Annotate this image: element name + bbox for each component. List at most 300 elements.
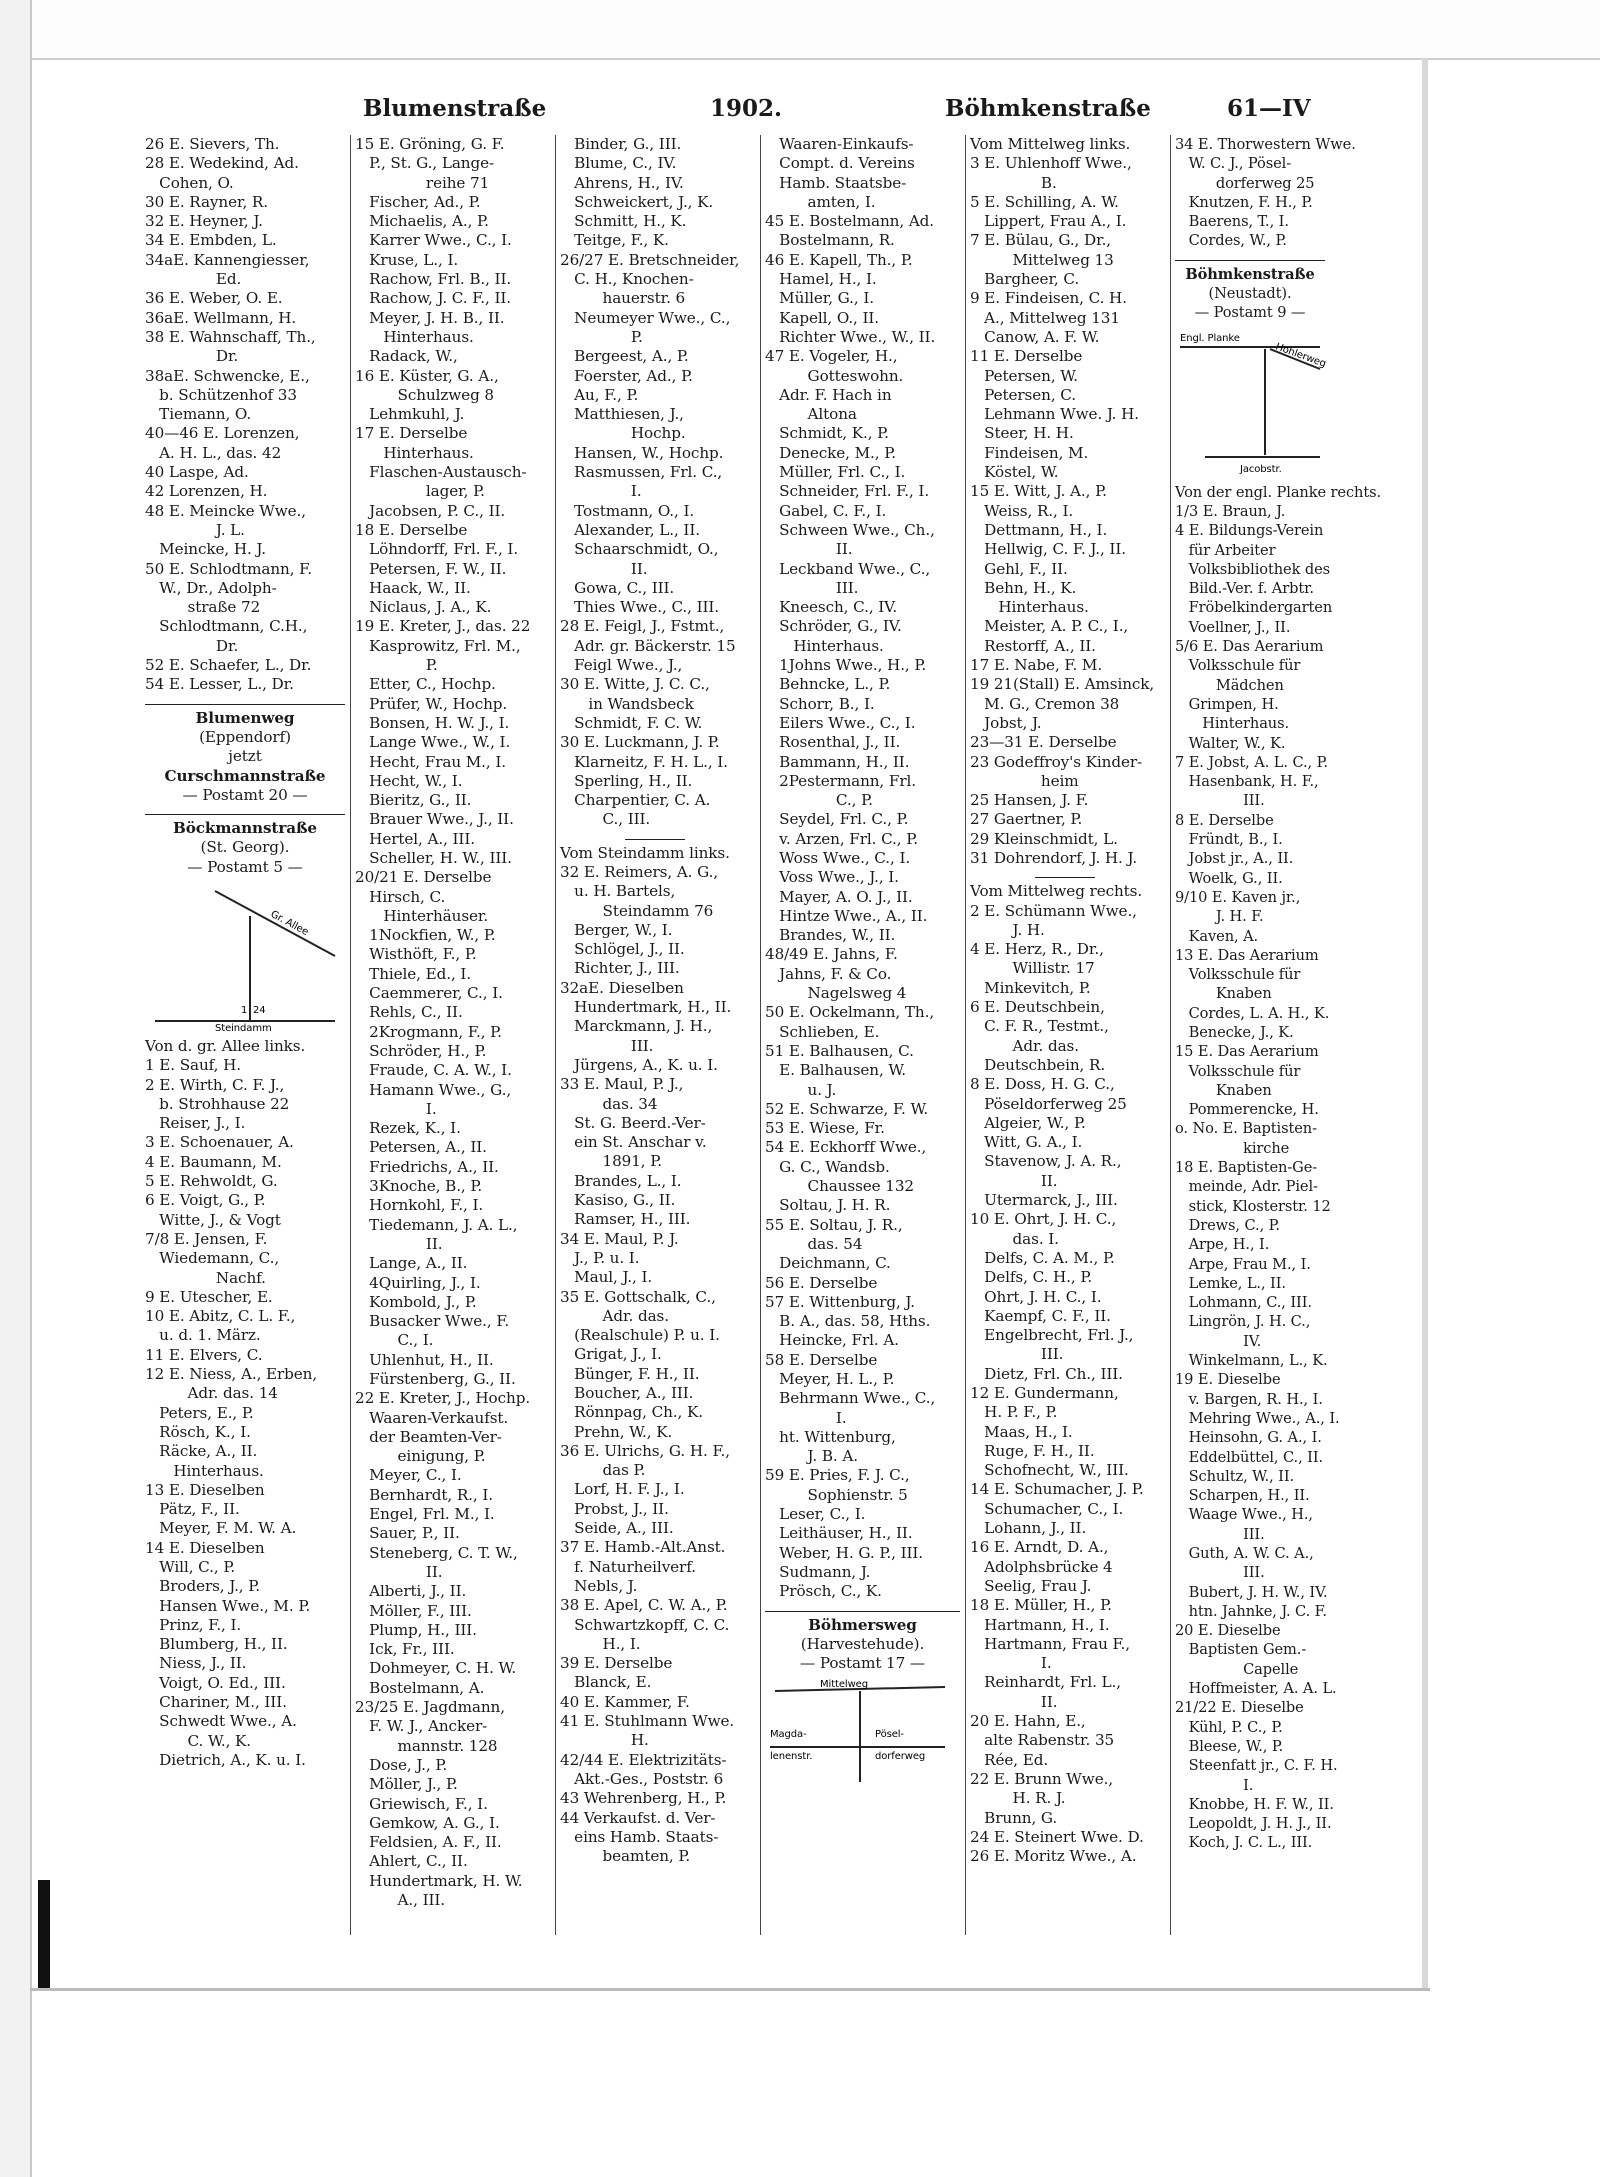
directory-entry: 40—46 E. Lorenzen,: [145, 424, 300, 443]
directory-entry: Schorr, B., I.: [765, 694, 875, 713]
map-num-1: 24: [253, 1004, 266, 1016]
directory-entry: Hecht, W., I.: [355, 771, 463, 790]
directory-entry: Hinterhaus.: [145, 1461, 264, 1480]
directory-entry: Petersen, W.: [970, 366, 1078, 385]
directory-entry: Bleese, W., P.: [1175, 1737, 1284, 1755]
directory-entry: Feigl Wwe., J.,: [560, 656, 683, 675]
directory-entry: Waaren-Einkaufs-: [765, 135, 914, 153]
directory-entry: Matthiesen, J.,: [560, 405, 684, 424]
directory-entry: Hintze Wwe., A., II.: [765, 906, 928, 925]
directory-entry: einigung, P.: [355, 1447, 486, 1466]
directory-entry: H.: [560, 1731, 649, 1750]
directory-entry: Weber, H. G. P., III.: [765, 1543, 923, 1562]
directory-entry: Bonsen, H. W. J., I.: [355, 713, 510, 732]
header-left-street: Blumenstraße: [363, 95, 547, 122]
directory-entry: lager, P.: [355, 482, 485, 501]
directory-entry: III.: [1175, 1525, 1265, 1543]
directory-entry: 18 E. Müller, H., P.: [970, 1596, 1112, 1615]
directory-entry: P.: [355, 656, 438, 675]
map-label-steindamm: Steindamm: [215, 1022, 272, 1034]
directory-entry: Alexander, L., II.: [560, 520, 700, 539]
directory-entry: Petersen, F. W., II.: [355, 559, 507, 578]
directory-entry: alte Rabenstr. 35: [970, 1731, 1115, 1750]
directory-entry: III.: [765, 578, 859, 597]
directory-entry: Steenfatt jr., C. F. H.: [1175, 1757, 1338, 1775]
directory-entry: Schulzweg 8: [355, 385, 494, 404]
directory-entry: C., P.: [765, 791, 873, 810]
directory-entry: 15 E. Witt, J. A., P.: [970, 482, 1107, 501]
directory-entry: 16 E. Arndt, D. A.,: [970, 1538, 1109, 1557]
directory-entry: III.: [1175, 1564, 1265, 1582]
directory-entry: Bünger, F. H., II.: [560, 1364, 700, 1383]
directory-entry: 43 Wehrenberg, H., P.: [560, 1789, 727, 1808]
directory-entry: 17 E. Nabe, F. M.: [970, 656, 1103, 675]
directory-entry: 11 E. Elvers, C.: [145, 1345, 263, 1364]
directory-entry: A., Mittelweg 131: [970, 308, 1120, 327]
directory-entry: 36 E. Ulrichs, G. H. F.,: [560, 1441, 730, 1460]
directory-entry: Kühl, P. C., P.: [1175, 1718, 1283, 1736]
directory-entry: Schneider, Frl. F., I.: [765, 482, 930, 501]
directory-entry: Schlögel, J., II.: [560, 940, 685, 959]
directory-entry: 37 E. Hamb.-Alt.Anst.: [560, 1538, 726, 1557]
directory-entry: Bubert, J. H. W., IV.: [1175, 1583, 1328, 1601]
directory-entry: Schwedt Wwe., A.: [145, 1712, 297, 1731]
directory-entry: 30 E. Luckmann, J. P.: [560, 733, 720, 752]
directory-entry: 38 E. Wahnschaff, Th.,: [145, 327, 316, 346]
directory-entry: 25 Hansen, J. F.: [970, 791, 1089, 810]
map-label-jacobstr: Jacobstr.: [1240, 463, 1282, 475]
directory-entry: 9 E. Findeisen, C. H.: [970, 289, 1127, 308]
directory-entry: Sperling, H., II.: [560, 771, 693, 790]
directory-entry: 10 E. Abitz, C. L. F.,: [145, 1307, 296, 1326]
directory-entry: Stavenow, J. A. R.,: [970, 1152, 1122, 1171]
directory-entry: C., I.: [355, 1331, 434, 1350]
directory-entry: o. No. E. Baptisten-: [1175, 1120, 1317, 1138]
map-num-2: 1: [241, 1004, 248, 1016]
directory-entry: 56 E. Derselbe: [765, 1273, 878, 1292]
directory-entry: Jahns, F. & Co.: [765, 964, 892, 983]
directory-entry: 14 E. Dieselben: [145, 1538, 265, 1557]
directory-entry: Ramser, H., III.: [560, 1210, 691, 1229]
directory-entry: Hinterhaus.: [970, 598, 1089, 617]
directory-entry: Radack, W.,: [355, 347, 458, 366]
directory-entry: 2Pestermann, Frl.: [765, 771, 916, 790]
directory-entry: 15 E. Gröning, G. F.: [355, 135, 505, 153]
directory-entry: III.: [560, 1036, 654, 1055]
directory-entry: Michaelis, A., P.: [355, 212, 489, 231]
directory-entry: Fründt, B., I.: [1175, 831, 1283, 849]
directory-entry: Schröder, H., P.: [355, 1041, 487, 1060]
directory-entry: Dietz, Frl. Ch., III.: [970, 1364, 1123, 1383]
directory-entry: Hartmann, H., I.: [970, 1615, 1110, 1634]
directory-entry: Engel, Frl. M., I.: [355, 1505, 495, 1524]
directory-entry: Chariner, M., III.: [145, 1693, 287, 1712]
directory-entry: Kasprowitz, Frl. M.,: [355, 636, 521, 655]
directory-entry: Peters, E., P.: [145, 1403, 254, 1422]
directory-entry: Seide, A., III.: [560, 1519, 674, 1538]
directory-entry: II.: [560, 559, 648, 578]
directory-entry: mannstr. 128: [355, 1736, 498, 1755]
directory-entry: Soltau, J. H. R.: [765, 1196, 891, 1215]
directory-entry: Hinterhaus.: [1175, 715, 1290, 733]
directory-entry: Tostmann, O., I.: [560, 501, 695, 520]
col1-entries: [145, 135, 345, 695]
directory-entry: C., III.: [560, 810, 651, 829]
directory-entry: 1/3 E. Braun, J.: [1175, 502, 1286, 520]
directory-entry: 20 E. Dieselbe: [1175, 1622, 1281, 1640]
directory-entry: Delfs, C. A. M., P.: [970, 1248, 1115, 1267]
directory-entry: Niclaus, J. A., K.: [355, 598, 492, 617]
column-separator: [965, 135, 966, 1935]
directory-entry: 33 E. Maul, P. J.,: [560, 1075, 684, 1094]
directory-entry: Binder, G., III.: [560, 135, 682, 153]
directory-entry: B.: [970, 173, 1057, 192]
directory-entry: Woelk, G., II.: [1175, 869, 1283, 887]
directory-entry: Friedrichs, A., II.: [355, 1157, 499, 1176]
directory-entry: 6 E. Deutschbein,: [970, 998, 1105, 1017]
directory-entry: 5 E. Rehwoldt, G.: [145, 1172, 278, 1191]
column-4: [765, 135, 960, 1965]
directory-entry: 34 E. Embden, L.: [145, 231, 277, 250]
directory-entry: Leithäuser, H., II.: [765, 1524, 913, 1543]
directory-entry: Behn, H., K.: [970, 578, 1077, 597]
directory-entry: I.: [355, 1099, 437, 1118]
header-right-street: Böhmkenstraße: [945, 95, 1151, 122]
directory-entry: II.: [970, 1171, 1058, 1190]
directory-entry: Teitge, F., K.: [560, 231, 669, 250]
directory-entry: Hinterhaus.: [355, 443, 474, 462]
section-post-boehmers: — Postamt 17 —: [800, 1654, 925, 1673]
directory-entry: Lohmann, C., III.: [1175, 1294, 1312, 1312]
directory-entry: 28 E. Wedekind, Ad.: [145, 154, 299, 173]
directory-entry: Rasmussen, Frl. C.,: [560, 463, 723, 482]
directory-entry: Richter Wwe., W., II.: [765, 327, 936, 346]
binding-tab: [38, 1880, 50, 1988]
directory-entry: Rehls, C., II.: [355, 1003, 463, 1022]
directory-entry: Schmidt, K., P.: [765, 424, 889, 443]
directory-entry: Adr. das.: [560, 1306, 669, 1325]
directory-entry: 40 Laspe, Ad.: [145, 463, 249, 482]
directory-entry: 5/6 E. Das Aerarium: [1175, 638, 1324, 656]
directory-entry: 19 E. Kreter, J., das. 22: [355, 617, 531, 636]
directory-entry: Prinz, F., I.: [145, 1615, 242, 1634]
map-label-lenenstr: lenenstr.: [770, 1751, 813, 1763]
section-intro-boeckmann: Von d. gr. Allee links.: [145, 1036, 306, 1055]
directory-entry: Rachow, Frl. B., II.: [355, 270, 512, 289]
directory-entry: J. L.: [145, 520, 245, 539]
directory-entry: Eilers Wwe., C., I.: [765, 713, 916, 732]
map-label-poesel: Pösel-: [875, 1729, 904, 1741]
directory-entry: Hansen Wwe., M. P.: [145, 1596, 311, 1615]
directory-entry: 41 E. Stuhlmann Wwe.: [560, 1712, 735, 1731]
directory-entry: Adr. F. Hach in: [765, 385, 892, 404]
directory-entry: Haack, W., II.: [355, 578, 471, 597]
directory-entry: Algeier, W., P.: [970, 1113, 1086, 1132]
directory-entry: 36 E. Weber, O. E.: [145, 289, 283, 308]
directory-entry: Engelbrecht, Frl. J.,: [970, 1326, 1134, 1345]
directory-entry: 10 E. Ohrt, J. H. C.,: [970, 1210, 1117, 1229]
section-new-name: Curschmannstraße: [164, 766, 326, 785]
directory-entry: 35 E. Gottschalk, C.,: [560, 1287, 716, 1306]
directory-entry: 58 E. Derselbe: [765, 1350, 878, 1369]
directory-entry: Benecke, J., K.: [1175, 1023, 1294, 1041]
directory-entry: das. 54: [765, 1234, 863, 1253]
directory-entry: 23 Godeffroy's Kinder-: [970, 752, 1143, 771]
directory-entry: Reinhardt, Frl. L.,: [970, 1673, 1121, 1692]
directory-entry: Ahrens, H., IV.: [560, 173, 684, 192]
directory-entry: Compt. d. Vereins: [765, 154, 915, 173]
directory-entry: 29 Kleinschmidt, L.: [970, 829, 1118, 848]
directory-entry: Hamann Wwe., G.,: [355, 1080, 512, 1099]
directory-entry: Meincke, H. J.: [145, 540, 266, 559]
directory-entry: 7/8 E. Jensen, F.: [145, 1229, 268, 1248]
short-divider: [1035, 868, 1095, 878]
directory-entry: 32 E. Heyner, J.: [145, 212, 263, 231]
directory-entry: Akt.-Ges., Poststr. 6: [560, 1769, 724, 1788]
directory-entry: Schofnecht, W., III.: [970, 1461, 1129, 1480]
directory-entry: für Arbeiter: [1175, 541, 1276, 559]
directory-entry: Schweickert, J., K.: [560, 192, 714, 211]
column-3: [560, 135, 755, 1965]
directory-entry: II.: [355, 1234, 443, 1253]
directory-entry: Findeisen, M.: [970, 443, 1089, 462]
directory-entry: Pätz, F., II.: [145, 1500, 240, 1519]
directory-entry: (Realschule) P. u. I.: [560, 1326, 720, 1345]
directory-entry: Bostelmann, A.: [355, 1678, 485, 1697]
directory-entry: Wisthöft, F., P.: [355, 945, 477, 964]
directory-entry: Hellwig, C. F. J., II.: [970, 540, 1126, 559]
directory-entry: Richter, J., III.: [560, 959, 680, 978]
directory-entry: Meyer, F. M. W. A.: [145, 1519, 297, 1538]
directory-entry: Rosenthal, J., II.: [765, 733, 901, 752]
divider: [1175, 251, 1325, 261]
directory-entry: Bild.-Ver. f. Arbtr.: [1175, 580, 1314, 598]
directory-entry: II.: [355, 1562, 443, 1581]
directory-entry: 32 E. Reimers, A. G.,: [560, 862, 719, 881]
directory-entry: Adr. das. 14: [145, 1384, 278, 1403]
directory-entry: H. R. J.: [970, 1789, 1066, 1808]
directory-entry: Volksschule für: [1175, 657, 1301, 675]
directory-page: [145, 95, 1382, 1985]
section-post-boehmken: — Postamt 9 —: [1194, 304, 1306, 322]
directory-entry: Koch, J. C. L., III.: [1175, 1834, 1313, 1852]
directory-entry: Dohmeyer, C. H. W.: [355, 1659, 517, 1678]
directory-entry: heim: [970, 771, 1079, 790]
directory-entry: 6 E. Voigt, G., P.: [145, 1191, 266, 1210]
directory-entry: Kneesch, C., IV.: [765, 598, 898, 617]
directory-entry: Schmidt, F. C. W.: [560, 713, 703, 732]
directory-entry: htn. Jahnke, J. C. F.: [1175, 1602, 1327, 1620]
directory-entry: Alberti, J., II.: [355, 1582, 467, 1601]
directory-entry: Petersen, C.: [970, 385, 1076, 404]
street-map-boeckmann: [145, 881, 345, 1034]
directory-entry: 54 E. Lesser, L., Dr.: [145, 675, 294, 694]
directory-entry: 46 E. Kapell, Th., P.: [765, 250, 913, 269]
section-intro-boehmken: Von der engl. Planke rechts.: [1175, 483, 1382, 501]
directory-entry: Feldsien, A. F., II.: [355, 1833, 502, 1852]
directory-entry: 34 E. Thorwestern Wwe.: [1175, 136, 1356, 153]
section-sub-boehmken: (Neustadt).: [1208, 285, 1292, 303]
directory-entry: 20/21 E. Derselbe: [355, 868, 492, 887]
directory-entry: Meyer, J. H. B., II.: [355, 308, 505, 327]
directory-entry: Nebls, J.: [560, 1576, 638, 1595]
directory-entry: C. W., K.: [145, 1731, 251, 1750]
directory-entry: Seydel, Frl. C., P.: [765, 810, 909, 829]
divider: [765, 1602, 960, 1612]
directory-entry: 1 E. Sauf, H.: [145, 1056, 241, 1075]
directory-entry: 11 E. Derselbe: [970, 347, 1083, 366]
directory-entry: IV.: [1175, 1332, 1262, 1350]
section-post-blumenweg: — Postamt 20 —: [182, 785, 308, 804]
directory-entry: 42/44 E. Elektrizitäts-: [560, 1750, 727, 1769]
directory-entry: Kasiso, G., II.: [560, 1191, 676, 1210]
section-intro-steindamm: Vom Steindamm links.: [560, 843, 730, 862]
map-label-engl-planke: Engl. Planke: [1180, 332, 1240, 344]
directory-entry: Gotteswohn.: [765, 366, 904, 385]
directory-entry: 40 E. Kammer, F.: [560, 1692, 690, 1711]
directory-entry: Woss Wwe., C., I.: [765, 848, 911, 867]
directory-entry: Jobst, J.: [970, 713, 1042, 732]
directory-entry: I.: [1175, 1776, 1254, 1794]
directory-entry: Sophienstr. 5: [765, 1485, 908, 1504]
directory-entry: 3Knoche, B., P.: [355, 1177, 483, 1196]
directory-entry: b. Schützenhof 33: [145, 385, 297, 404]
directory-entry: Kruse, L., I.: [355, 250, 459, 269]
directory-entry: Berger, W., I.: [560, 920, 673, 939]
directory-entry: 55 E. Soltau, J. R.,: [765, 1215, 903, 1234]
directory-entry: Witt, G. A., I.: [970, 1133, 1083, 1152]
directory-entry: 3 E. Uhlenhoff Wwe.,: [970, 154, 1132, 173]
directory-entry: 13 E. Das Aerarium: [1175, 946, 1319, 964]
directory-entry: Schlodtmann, C.H.,: [145, 617, 308, 636]
directory-entry: 50 E. Ockelmann, Th.,: [765, 1003, 935, 1022]
directory-entry: Eddelbüttel, C., II.: [1175, 1448, 1324, 1466]
directory-entry: 57 E. Wittenburg, J.: [765, 1292, 915, 1311]
directory-entry: Marckmann, J. H.,: [560, 1017, 713, 1036]
directory-entry: 3 E. Schoenauer, A.: [145, 1133, 294, 1152]
directory-entry: 2 E. Schümann Wwe.,: [970, 901, 1137, 920]
directory-entry: kirche: [1175, 1139, 1290, 1157]
directory-entry: Meyer, H. L., P.: [765, 1370, 895, 1388]
directory-entry: amten, I.: [765, 192, 876, 211]
directory-entry: 54 E. Eckhorff Wwe.,: [765, 1138, 927, 1157]
directory-entry: 8 E. Derselbe: [1175, 811, 1274, 829]
directory-entry: Hansen, W., Hochp.: [560, 443, 724, 462]
column-2: [355, 135, 550, 1965]
col4-entries: [765, 135, 960, 945]
directory-entry: 19 E. Dieselbe: [1175, 1371, 1281, 1389]
directory-entry: I.: [970, 1654, 1052, 1673]
directory-entry: W. C. J., Pösel-: [1175, 155, 1292, 173]
directory-entry: P.: [560, 327, 643, 346]
street-map-boehmers: [765, 1677, 960, 1787]
directory-entry: Waaren-Verkaufst.: [355, 1408, 509, 1427]
directory-entry: u. d. 1. März.: [145, 1326, 261, 1345]
directory-entry: E. Balhausen, W.: [765, 1061, 907, 1080]
directory-entry: Knobbe, H. F. W., II.: [1175, 1795, 1334, 1813]
section-now-blumenweg: jetzt: [228, 747, 262, 766]
directory-entry: Hasenbank, H. F.,: [1175, 773, 1319, 791]
section-title-boehmers: Böhmersweg: [808, 1615, 917, 1634]
column-5: [970, 135, 1165, 1965]
directory-entry: Delfs, C. H., P.: [970, 1268, 1093, 1287]
directory-entry: 12 E. Niess, A., Erben,: [145, 1365, 318, 1384]
directory-entry: u. J.: [765, 1080, 837, 1099]
directory-entry: Blumberg, H., II.: [145, 1635, 288, 1654]
directory-entry: 23—31 E. Derselbe: [970, 733, 1117, 752]
directory-entry: 24 E. Steinert Wwe. D.: [970, 1827, 1144, 1846]
directory-entry: Deichmann, C.: [765, 1254, 891, 1273]
directory-entry: A., III.: [355, 1891, 446, 1910]
directory-entry: Hamb. Staatsbe-: [765, 173, 907, 192]
directory-entry: 34 E. Maul, P. J.: [560, 1229, 679, 1248]
directory-entry: I.: [765, 1408, 847, 1427]
directory-entry: Hirsch, C.: [355, 887, 446, 906]
directory-entry: 21/22 E. Dieselbe: [1175, 1699, 1304, 1717]
directory-entry: 8 E. Doss, H. G. C.,: [970, 1075, 1115, 1094]
directory-entry: 16 E. Küster, G. A.,: [355, 366, 499, 385]
directory-entry: Jürgens, A., K. u. I.: [560, 1055, 718, 1074]
directory-entry: Mehring Wwe., A., I.: [1175, 1409, 1340, 1427]
directory-entry: Blanck, E.: [560, 1673, 652, 1692]
directory-entry: Volksschule für: [1175, 966, 1301, 984]
directory-entry: 52 E. Schwarze, F. W.: [765, 1099, 929, 1118]
directory-entry: Lingrön, J. H. C.,: [1175, 1313, 1311, 1331]
directory-entry: v. Bargen, R. H., I.: [1175, 1390, 1323, 1408]
directory-entry: Hinterhaus.: [355, 327, 474, 346]
directory-entry: Heinsohn, G. A., I.: [1175, 1429, 1322, 1447]
directory-entry: 13 E. Dieselben: [145, 1480, 265, 1499]
directory-entry: 30 E. Witte, J. C. C.,: [560, 675, 710, 694]
scan-left-margin: [0, 0, 32, 2177]
directory-entry: 31 Dohrendorf, J. H. J.: [970, 848, 1138, 867]
directory-entry: J. H.: [970, 920, 1045, 939]
directory-entry: Prösch, C., K.: [765, 1582, 882, 1601]
directory-entry: P., St. G., Lange-: [355, 154, 495, 173]
directory-entry: Hoffmeister, A. A. L.: [1175, 1680, 1337, 1698]
directory-entry: Canow, A. F. W.: [970, 327, 1100, 346]
directory-entry: Arpe, Frau M., I.: [1175, 1255, 1311, 1273]
directory-entry: Will, C., P.: [145, 1558, 236, 1576]
directory-entry: 4 E. Bildungs-Verein: [1175, 522, 1324, 540]
directory-entry: 38aE. Schwencke, E.,: [145, 366, 310, 385]
directory-entry: Räcke, A., II.: [145, 1442, 258, 1461]
directory-entry: Dietrich, A., K. u. I.: [145, 1750, 306, 1769]
directory-entry: Thies Wwe., C., III.: [560, 598, 720, 617]
directory-entry: reihe 71: [355, 173, 490, 192]
directory-entry: Hamel, H., I.: [765, 270, 877, 289]
directory-entry: Scheller, H. W., III.: [355, 848, 512, 867]
directory-entry: Leser, C., I.: [765, 1505, 866, 1524]
directory-entry: 23/25 E. Jagdmann,: [355, 1698, 505, 1717]
directory-entry: Löhndorff, Frl. F., I.: [355, 540, 519, 559]
map-label-mittelweg: Mittelweg: [820, 1679, 868, 1691]
directory-entry: Wiedemann, C.,: [145, 1249, 280, 1268]
street-map-boehmken: [1175, 327, 1328, 477]
directory-entry: Klarneitz, F. H. L., I.: [560, 752, 728, 771]
divider: [145, 695, 345, 705]
directory-entry: Möller, F., III.: [355, 1601, 472, 1620]
directory-entry: 4Quirling, J., I.: [355, 1273, 481, 1292]
directory-entry: Winkelmann, L., K.: [1175, 1352, 1328, 1370]
directory-entry: Nachf.: [145, 1268, 266, 1287]
directory-entry: Voigt, O. Ed., III.: [145, 1673, 286, 1692]
directory-entry: in Wandsbeck: [560, 694, 694, 713]
directory-entry: Lippert, Frau A., I.: [970, 212, 1127, 231]
directory-entry: 39 E. Derselbe: [560, 1654, 673, 1673]
directory-entry: Schumacher, C., I.: [970, 1499, 1124, 1518]
map-label-dorferweg: dorferweg: [875, 1751, 926, 1763]
